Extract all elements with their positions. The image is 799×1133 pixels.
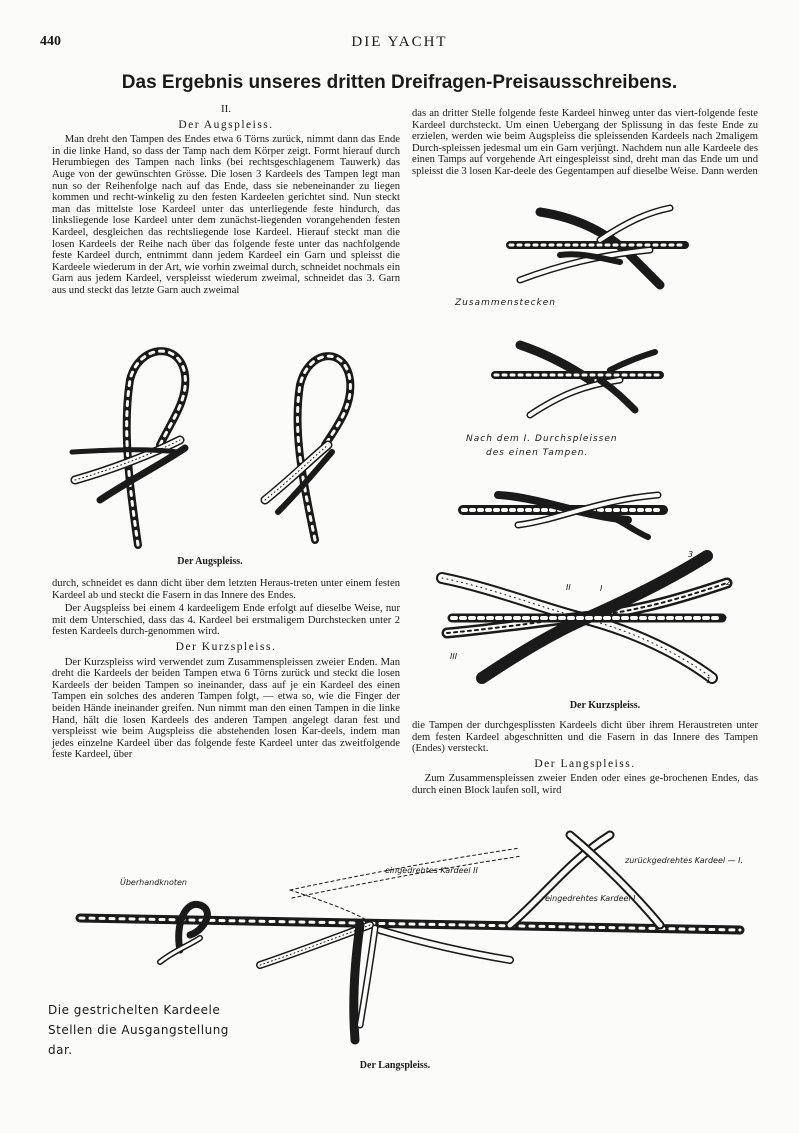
article-title: Das Ergebnis unseres dritten Dreifragen-Preisausschreibens.: [121, 72, 678, 93]
figure-label: 2: [726, 578, 732, 587]
left-column-lower: [52, 578, 400, 761]
figure-caption-kurzspleiss: Der Kurzspleiss.: [569, 700, 641, 711]
langspleiss-note: [48, 1000, 229, 1060]
kurzspleiss-stage-1-illustration: [500, 200, 700, 295]
kurzspleiss-stage-2-illustration: [490, 340, 670, 420]
figure-note-durchspleissen: [466, 432, 618, 460]
paragraph: Zum Zusammenspleissen zweier Enden oder eines ge-brochenen Endes, das durch einen Block laufen soll, wird: [412, 773, 758, 796]
figure-note-line: des einen Tampen.: [486, 448, 589, 458]
figure-label: 1: [706, 676, 712, 685]
figure-note-line: Nach dem I. Durchspleissen: [466, 434, 618, 444]
section-heading-augspleiss: Der Augspleiss.: [178, 118, 274, 131]
langspleiss-label-ueberhand: Überhandknoten: [120, 878, 187, 887]
paragraph: das an dritter Stelle folgende feste Kardeel hinweg unter das viert-folgende feste Kardeel durchsteckt. Um einen Uebergang der Splissung in das feste Ende zu erzielen, werden wie beim Augspleiss die spleissenden Kardeels nach 2maligem Durch-spleissen jedesmal um ein Garn verjüngt. Nachdem nun alle Kardeele des einen Tamps auf vorgehende Art eingespleisst sind, dreht man das Ende um und spleisst die 3 losen Kar-deele des Gegentampen auf dieselbe Weise. Dann werden: [412, 108, 758, 177]
augspleiss-illustration: [60, 340, 380, 555]
right-column-lower: [412, 720, 758, 797]
paragraph: durch, schneidet es dann dicht über dem letzten Heraus-treten unter einem festen Kardeel ab und steckt die Fasern in das Innere des Endes.: [52, 578, 400, 601]
page-number: 440: [40, 34, 61, 49]
section-heading-kurzspleiss: Der Kurzspleiss.: [175, 640, 277, 653]
figure-label: II: [566, 583, 571, 592]
langspleiss-label-eingedreht-2: eingedrehtes Kardeel II: [385, 866, 478, 875]
part-number: II.: [220, 103, 232, 115]
langspleiss-label-eingedreht-1: eingedrehtes Kardeel I: [545, 894, 636, 903]
kurzspleiss-stage-3-illustration: [458, 485, 673, 540]
figure-note-zusammenstecken: Zusammenstecken: [455, 298, 557, 308]
figure-label: I: [600, 584, 603, 593]
right-column-upper: [412, 108, 758, 178]
paragraph: Man dreht den Tampen des Endes etwa 6 Törns zurück, nimmt dann das Ende in die linke Hand, so dass der Tamp nach dem Körper zeigt. Formt hierauf durch Herumbiegen des Tampen nach links (bei rechtsgeschlagenem Tauwerk) das Auge von der gewünschten Grösse. Die losen 3 Kardeels des Tampen legt man nun so der Reihenfolge nach auf das Ende, dass sie nebeneinander zu liegen kommen und recht-winkelig zu den festen Kardeelen gerichtet sind. Nun steckt man das mittelste lose Kardeel unter das unterliegende feste hindurch, das linksliegende lose Kardeel unter dem zunächst-liegenden vorangehenden festen Kardeel, desgleichen das rechtsliegende lose Kardeel. Hierauf steckt man die losen Kardeels der Reihe nach über das folgende feste unter das nachfolgende feste Kardeel durch, entnimmt dann jedem Kardeel ein Garn und spleisst die Kardeele wiederum in der Art, wie vorhin zweimal durch, schneidet nochmals ein Garn aus jedem Kardeel, verspleisst wiederum zweimal, schneidet das 3. Garn aus und steckt das letzte Garn auch zweimal: [52, 134, 400, 296]
note-line: Die gestrichelten Kardeele: [48, 1003, 221, 1017]
running-title: DIE YACHT: [351, 34, 448, 50]
section-heading-langspleiss: Der Langspleiss.: [534, 757, 636, 770]
paragraph: die Tampen der durchgesplissten Kardeels dicht über ihrem Heraustreten unter dem festen Kardeel abgeschnitten und die Fasern in das Innere des Tampen (Endes) versteckt.: [412, 720, 758, 755]
figure-caption-langspleiss: Der Langspleiss.: [359, 1060, 431, 1071]
figure-caption-augspleiss: Der Augspleiss.: [177, 556, 243, 567]
paragraph: Der Augspleiss bei einem 4 kardeeligem Ende erfolgt auf dieselbe Weise, nur mit dem Unterschied, dass das 4. Kardeel bei erstmaligem Durchstecken unter 2 festen Kardeels durch-genommen wird.: [52, 603, 400, 638]
langspleiss-label-zurueck: zurückgedrehtes Kardeel — I.: [625, 856, 744, 865]
paragraph: Der Kurzspleiss wird verwendet zum Zusammenspleissen zweier Enden. Man dreht die Kardeels der beiden Tampen etwa 6 Törns zurück und steckt die losen Kardeels der beiden Tampen so ineinander, dass auf je ein Kardeel des einen Tampen ein solches des anderen Tampen folgt, — etwa so, wie die Finger der beiden Hände ineinander greifen. Nun nimmt man den einen Tampen in die linke Hand, hält die losen Kardeels des anderen Tampen angelegt daran fest und verspleisst wie beim Augspleiss die abstehenden losen Kar-deels, indem man jedes einzelne Kardeel über das folgende feste Kardeel unter das zweitfolgende feste Kardeel, über: [52, 656, 400, 761]
kurzspleiss-final-illustration: [432, 548, 737, 688]
note-line: Stellen die Ausgangstellung: [48, 1023, 229, 1037]
left-column-upper: [52, 104, 400, 297]
figure-label: III: [450, 652, 458, 661]
figure-label: 3: [688, 550, 694, 559]
note-line: dar.: [48, 1043, 73, 1057]
